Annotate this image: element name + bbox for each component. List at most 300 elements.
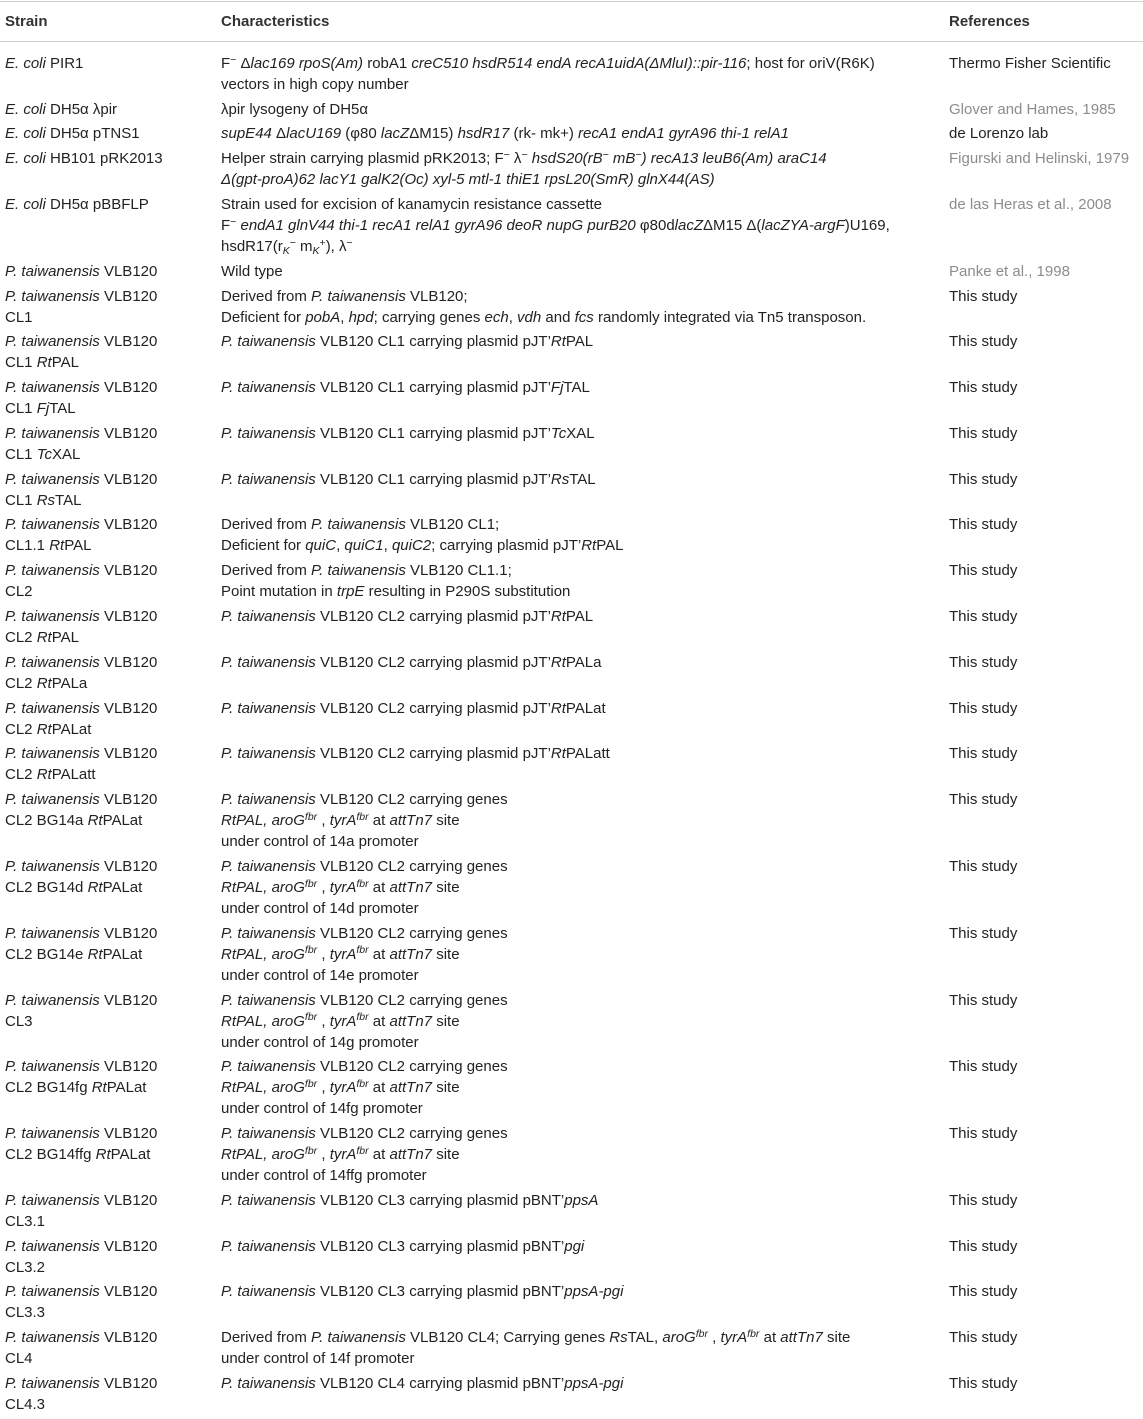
italic-superscript-text: fbr [304,810,318,823]
italic-text: Rt [36,766,52,784]
italic-text: P. taiwanensis [221,1374,316,1392]
italic-text: P. taiwanensis [5,1283,100,1301]
italic-text: P. taiwanensis [5,924,100,942]
characteristics-cell [216,854,944,921]
cell-line: F− endA1 glnV44 thi-1 recA1 relA1 gyrA96 deoR nupG purB20 φ80dlacZΔM15 Δ(lacZYA-argF)U169, [221,215,890,235]
reference-cell [944,467,1143,513]
reference-cell [944,1188,1143,1234]
cell-line: P. taiwanensis VLB120 [5,791,158,809]
italic-text: Δ(gpt-proA)62 lacY1 galK2(Oc) xyl-5 mtl-1 thiE1 rpsL20(SmR) glnX44(AS) [221,171,715,189]
italic-text: P. taiwanensis [221,1191,316,1209]
reference-cell [944,122,1143,147]
characteristics-cell [216,921,944,988]
cell-line: P. taiwanensis VLB120 CL3 carrying plasmid pBNT’pgi [221,1237,585,1255]
italic-text: P. taiwanensis [221,745,316,763]
cell-line: P. taiwanensis VLB120 [5,379,158,397]
italic-text: attTn7 [389,1079,433,1097]
italic-superscript-text: fbr [356,877,369,890]
italic-text: RtPAL, aroG [221,1012,305,1030]
table-header-row [0,1,1143,42]
reference-cell [944,696,1143,742]
italic-text: Rt [87,878,103,896]
cell-line: vectors in high copy number [221,75,409,93]
cell-line: CL1.1 RtPAL [5,537,92,555]
cell-line: P. taiwanensis VLB120 [5,1329,158,1347]
reference-link[interactable]: de las Heras et al., 2008 [949,196,1112,214]
table-row [0,921,1143,988]
cell-line: P. taiwanensis VLB120 CL1 carrying plasmid pJT’RsTAL [221,470,596,488]
characteristics-cell [216,604,944,650]
superscript-text: − [503,148,510,161]
italic-text: P. taiwanensis [221,1125,316,1143]
italic-superscript-text: − [635,148,642,161]
italic-text: P. taiwanensis [5,516,100,534]
cell-line: P. taiwanensis VLB120 CL3 carrying plasmid pBNT’ppsA [221,1191,599,1209]
strain-cell [0,1234,216,1280]
table-row [0,51,1143,97]
strain-cell [0,854,216,921]
cell-line: P. taiwanensis VLB120 CL2 carrying plasmid pJT’RtPALa [221,653,602,671]
reference-cell [944,421,1143,467]
strain-cell [0,604,216,650]
characteristics-cell [216,97,944,122]
cell-line: P. taiwanensis VLB120 CL2 carrying genes [221,857,508,875]
reference-text: This study [949,608,1018,626]
characteristics-cell [216,259,944,284]
characteristics-cell [216,650,944,696]
cell-line: CL2 RtPALa [5,674,88,692]
reference-text: This study [949,1191,1018,1209]
cell-line: CL4.3 [5,1395,46,1413]
italic-text: P. taiwanensis [5,379,100,397]
italic-superscript-text: fbr [304,944,318,957]
table-row [0,1280,1143,1326]
column-header-strain-label: Strain [5,13,48,30]
cell-line: P. taiwanensis VLB120 [5,470,158,488]
cell-line: P. taiwanensis VLB120 CL2 carrying plasmid pJT’RtPALatt [221,745,610,763]
italic-text: Fj [550,379,564,397]
cell-line: P. taiwanensis VLB120 [5,699,158,717]
cell-line: P. taiwanensis VLB120 CL2 carrying genes [221,991,508,1009]
italic-text: P. taiwanensis [5,562,100,580]
reference-link[interactable]: Figurski and Helinski, 1979 [949,150,1130,168]
italic-text: P. taiwanensis [221,924,316,942]
cell-line: RtPAL, aroG$^{fbr}$ , tyrA$^{fbr}$ at attTn7 site [221,1078,460,1097]
reference-text: This study [949,562,1018,580]
cell-line: Strain used for excision of kanamycin resistance cassette [221,196,603,214]
table-row [0,650,1143,696]
italic-text: P. taiwanensis [221,791,316,809]
cell-line: CL2 BG14fg RtPALat [5,1079,147,1097]
strain-cell [0,1371,216,1417]
superscript-text: − [346,236,353,249]
italic-text: lacZYA-argF [761,217,845,235]
table-row [0,375,1143,421]
italic-text: P. taiwanensis [221,379,316,397]
characteristics-cell [216,1054,944,1121]
strain-cell [0,192,216,259]
italic-text: mB [608,150,636,168]
cell-line: under control of 14g promoter [221,1033,419,1051]
reference-text: This study [949,1374,1018,1392]
cell-line: under control of 14d promoter [221,899,419,917]
reference-cell [944,192,1143,259]
italic-text: Rt [36,629,52,647]
italic-text: P. taiwanensis [221,1058,316,1076]
cell-line: CL1 TcXAL [5,445,81,463]
cell-line: P. taiwanensis VLB120 [5,287,158,305]
cell-line: P. taiwanensis VLB120 [5,1058,158,1076]
italic-text: ech [484,308,509,326]
italic-text: fcs [574,308,594,326]
strain-cell [0,146,216,192]
cell-line: CL3.3 [5,1304,46,1322]
italic-text: vdh [517,308,542,326]
italic-text: lacZ [674,217,704,235]
column-header-characteristics-label: Characteristics [221,13,330,30]
strain-cell [0,1054,216,1121]
characteristics-cell [216,1371,944,1417]
characteristics-cell [216,467,944,513]
strain-cell [0,375,216,421]
italic-text: P. taiwanensis [5,1374,100,1392]
reference-cell [944,1325,1143,1371]
italic-subscript-text: K [282,245,290,258]
cell-line: P. taiwanensis VLB120 [5,424,158,442]
italic-text: hsdR17 [457,125,510,143]
italic-text: supE44 [221,125,272,143]
cell-line: CL2 BG14d RtPALat [5,878,143,896]
italic-text: P. taiwanensis [311,562,406,580]
cell-line: CL4 [5,1350,33,1368]
cell-line: under control of 14a promoter [221,833,419,851]
reference-cell [944,604,1143,650]
table-row [0,421,1143,467]
table-row [0,1121,1143,1188]
superscript-text: − [230,215,237,228]
italic-text: E. coli [5,54,46,72]
italic-text: Rt [550,745,566,763]
cell-line: CL3.2 [5,1258,46,1276]
italic-text: tyrA [329,1146,357,1164]
cell-line: $hsdR17(r_K^-$ $m_K^+$), λ− [221,236,353,258]
cell-line: P. taiwanensis VLB120 CL2 carrying plasmid pJT’RtPALat [221,699,606,717]
italic-text: P. taiwanensis [5,1058,100,1076]
cell-line: Derived from P. taiwanensis VLB120 CL4; Carrying genes RsTAL, aroG$^{fbr}$ , tyrA$^{fbr}$ at attTn7 site [221,1327,851,1347]
table-row [0,1188,1143,1234]
italic-text: P. taiwanensis [221,1283,316,1301]
table-row [0,146,1143,192]
reference-text: This study [949,653,1018,671]
reference-cell [944,259,1143,284]
italic-text: Tc [36,445,52,463]
cell-line: Derived from P. taiwanensis VLB120; [221,287,468,305]
italic-text: P. taiwanensis [5,699,100,717]
cell-line: Deficient for pobA, hpd; carrying genes ech, vdh and fcs randomly integrated via Tn5 transposon. [221,308,867,326]
reference-text: This study [949,699,1018,717]
reference-text: This study [949,470,1018,488]
table-row [0,558,1143,604]
characteristics-cell [216,375,944,421]
strain-cell [0,284,216,330]
superscript-text: + [319,236,326,249]
italic-text: Rs [36,491,56,509]
reference-text: This study [949,1058,1018,1076]
cell-line: CL3 [5,1012,33,1030]
cell-line: λpir lysogeny of DH5α [221,100,369,118]
cell-line: CL2 BG14a RtPALat [5,812,143,830]
characteristics-cell [216,1121,944,1188]
table-row [0,97,1143,122]
italic-superscript-text: fbr [304,1078,318,1091]
reference-text: This study [949,1283,1018,1301]
characteristics-cell [216,1234,944,1280]
superscript-text: − [521,148,528,161]
italic-text: E. coli [5,125,46,143]
table-row [0,988,1143,1055]
reference-text: This study [949,991,1018,1009]
cell-line: P. taiwanensis VLB120 [5,562,158,580]
cell-line: E. coli DH5α pBBFLP [5,196,149,214]
cell-line: under control of 14e promoter [221,966,419,984]
italic-text: attTn7 [389,945,433,963]
strain-cell [0,97,216,122]
reference-cell [944,787,1143,854]
italic-text: endA1 glnV44 thi-1 recA1 relA1 gyrA96 deoR nupG purB20 [240,217,636,235]
italic-text: Rt [550,608,566,626]
column-header-strain [0,2,216,41]
italic-text: Rt [550,653,566,671]
italic-text: ppsA-pgi [564,1283,624,1301]
italic-text: P. taiwanensis [221,653,316,671]
italic-text: tyrA [329,945,357,963]
cell-line: RtPAL, aroG$^{fbr}$ , tyrA$^{fbr}$ at attTn7 site [221,1144,460,1164]
strain-cell [0,467,216,513]
italic-text: RtPAL, aroG [221,878,305,896]
strain-cell [0,988,216,1055]
characteristics-cell [216,192,944,259]
italic-text: Rt [550,333,566,351]
table-row [0,604,1143,650]
characteristics-cell [216,988,944,1055]
reference-text: de Lorenzo lab [949,125,1049,143]
cell-line: P. taiwanensis VLB120 [5,1125,158,1143]
reference-link[interactable]: Glover and Hames, 1985 [949,100,1116,118]
cell-line: P. taiwanensis VLB120 [5,924,158,942]
cell-line: RtPAL, aroG$^{fbr}$ , tyrA$^{fbr}$ at attTn7 site [221,1011,460,1030]
italic-text: P. taiwanensis [221,1237,316,1255]
italic-text: P. taiwanensis [5,424,100,442]
italic-text: P. taiwanensis [5,857,100,875]
characteristics-cell [216,1188,944,1234]
italic-text: lac169 rpoS(Am) [250,54,364,72]
italic-text: RtPAL, aroG [221,812,305,830]
italic-text: RtPAL, aroG [221,1079,305,1097]
characteristics-cell [216,51,944,97]
italic-text: lacZ [380,125,410,143]
reference-cell [944,1054,1143,1121]
cell-line: P. taiwanensis VLB120 CL4 carrying plasmid pBNT’ppsA-pgi [221,1374,624,1392]
italic-text: Rt [87,812,103,830]
reference-text: Thermo Fisher Scientific [949,54,1111,72]
characteristics-cell [216,421,944,467]
italic-superscript-text: fbr [695,1327,708,1340]
italic-text: P. taiwanensis [311,287,406,305]
cell-line: P. taiwanensis VLB120 [5,608,158,626]
italic-text: quiC1 [344,537,384,555]
cell-line: CL2 RtPAL [5,629,79,647]
italic-text: Rt [36,720,52,738]
table-body [0,42,1143,1417]
strain-cell [0,329,216,375]
italic-text: creC510 hsdR514 endA recA1uidA(ΔMluI)::pir-116 [411,54,747,72]
italic-subscript-text: K [312,245,320,258]
cell-line: P. taiwanensis VLB120 CL1 carrying plasmid pJT’FjTAL [221,379,590,397]
table-row [0,742,1143,788]
cell-line: supE44 ΔlacU169 (φ80 lacZΔM15) hsdR17 (rk- mk+) recA1 endA1 gyrA96 thi-1 relA1 [221,125,789,143]
table-row [0,467,1143,513]
reference-cell [944,1280,1143,1326]
reference-cell [944,921,1143,988]
italic-text: E. coli [5,196,46,214]
italic-superscript-text: fbr [304,1011,318,1024]
reference-cell [944,742,1143,788]
reference-cell [944,1234,1143,1280]
cell-line: Point mutation in trpE resulting in P290S substitution [221,583,571,601]
cell-line: P. taiwanensis VLB120 CL2 carrying genes [221,1058,508,1076]
italic-text: P. taiwanensis [5,287,100,305]
table-row [0,854,1143,921]
cell-line: P. taiwanensis VLB120 [5,745,158,763]
cell-line: CL2 RtPALatt [5,766,96,784]
italic-text: attTn7 [389,812,433,830]
cell-line: Derived from P. taiwanensis VLB120 CL1; [221,516,500,534]
reference-cell [944,1121,1143,1188]
cell-line: P. taiwanensis VLB120 [5,1191,158,1209]
cell-line: P. taiwanensis VLB120 CL2 carrying genes [221,924,508,942]
italic-superscript-text: fbr [304,877,318,890]
italic-text: P. taiwanensis [5,262,100,280]
column-header-characteristics [216,2,944,41]
table-row [0,787,1143,854]
italic-text: tyrA [329,878,357,896]
italic-text: pgi [564,1237,585,1255]
reference-cell [944,513,1143,559]
characteristics-cell [216,1325,944,1371]
cell-line: under control of 14fg promoter [221,1100,423,1118]
cell-line: P. taiwanensis VLB120 [5,1283,158,1301]
italic-text: P. taiwanensis [5,991,100,1009]
characteristics-cell [216,787,944,854]
italic-text: recA1 endA1 gyrA96 thi-1 relA1 [578,125,789,143]
italic-text: ) recA13 leuB6(Am) araC14 [641,150,827,168]
reference-text: This study [949,287,1018,305]
italic-text: P. taiwanensis [221,857,316,875]
italic-superscript-text: fbr [356,1078,369,1091]
strain-cell [0,1188,216,1234]
cell-line: CL2 BG14e RtPALat [5,945,143,963]
italic-text: P. taiwanensis [221,470,316,488]
italic-text: P. taiwanensis [221,333,316,351]
reference-cell [944,988,1143,1055]
italic-superscript-text: fbr [304,1144,318,1157]
cell-line: RtPAL, aroG$^{fbr}$ , tyrA$^{fbr}$ at attTn7 site [221,944,460,963]
italic-text: attTn7 [389,878,433,896]
cell-line: F− Δlac169 rpoS(Am) robA1 creC510 hsdR514 endA recA1uidA(ΔMluI)::pir-116; host for oriV(R6K) [221,53,875,72]
italic-text: hsdS20(rB [531,150,603,168]
italic-text: lacU169 [286,125,342,143]
reference-text: This study [949,857,1018,875]
italic-text: attTn7 [389,1146,433,1164]
reference-text: This study [949,516,1018,534]
reference-text: This study [949,379,1018,397]
cell-line: CL3.1 [5,1212,46,1230]
cell-line: E. coli DH5α λpir [5,100,118,118]
italic-text: P. taiwanensis [5,745,100,763]
italic-text: attTn7 [389,1012,433,1030]
characteristics-cell [216,1280,944,1326]
cell-line: P. taiwanensis VLB120 [5,333,158,351]
strain-cell [0,558,216,604]
strain-cell [0,787,216,854]
italic-text: quiC [305,537,337,555]
italic-text: quiC2 [391,537,432,555]
reference-cell [944,284,1143,330]
reference-text: This study [949,791,1018,809]
reference-cell [944,375,1143,421]
characteristics-cell [216,284,944,330]
reference-link[interactable]: Panke et al., 1998 [949,262,1070,280]
italic-text: P. taiwanensis [311,1329,406,1347]
italic-text: P. taiwanensis [311,516,406,534]
superscript-text: − [289,236,296,249]
italic-text: P. taiwanensis [5,1237,100,1255]
italic-superscript-text: fbr [356,810,369,823]
italic-text: P. taiwanensis [5,333,100,351]
italic-text: RtPAL, aroG [221,945,305,963]
cell-line: CL1 RsTAL [5,491,82,509]
italic-text: tyrA [329,1012,357,1030]
cell-line: P. taiwanensis VLB120 [5,1237,158,1255]
italic-text: Tc [550,424,567,442]
table-row [0,1234,1143,1280]
cell-line: under control of 14ffg promoter [221,1167,427,1185]
cell-line: P. taiwanensis VLB120 CL3 carrying plasmid pBNT’ppsA-pgi [221,1283,624,1301]
cell-line: P. taiwanensis VLB120 [5,1374,158,1392]
italic-text: Fj [36,400,50,418]
reference-cell [944,558,1143,604]
cell-line: CL1 RtPAL [5,354,79,372]
cell-line: P. taiwanensis VLB120 CL1 carrying plasmid pJT’TcXAL [221,424,595,442]
italic-text: P. taiwanensis [221,699,316,717]
italic-text: Rt [95,1146,111,1164]
reference-text: This study [949,924,1018,942]
reference-text: This study [949,333,1018,351]
reference-text: This study [949,745,1018,763]
reference-text: This study [949,424,1018,442]
superscript-text: − [230,53,237,66]
italic-superscript-text: fbr [747,1327,760,1340]
cell-line: CL1 [5,308,33,326]
reference-cell [944,854,1143,921]
strain-cell [0,650,216,696]
italic-text: hpd [348,308,374,326]
reference-text: This study [949,1125,1018,1143]
italic-text: tyrA [329,1079,357,1097]
cell-line: P. taiwanensis VLB120 CL2 carrying plasmid pJT’RtPAL [221,608,594,626]
cell-line: P. taiwanensis VLB120 CL2 carrying genes [221,791,508,809]
strain-cell [0,1325,216,1371]
